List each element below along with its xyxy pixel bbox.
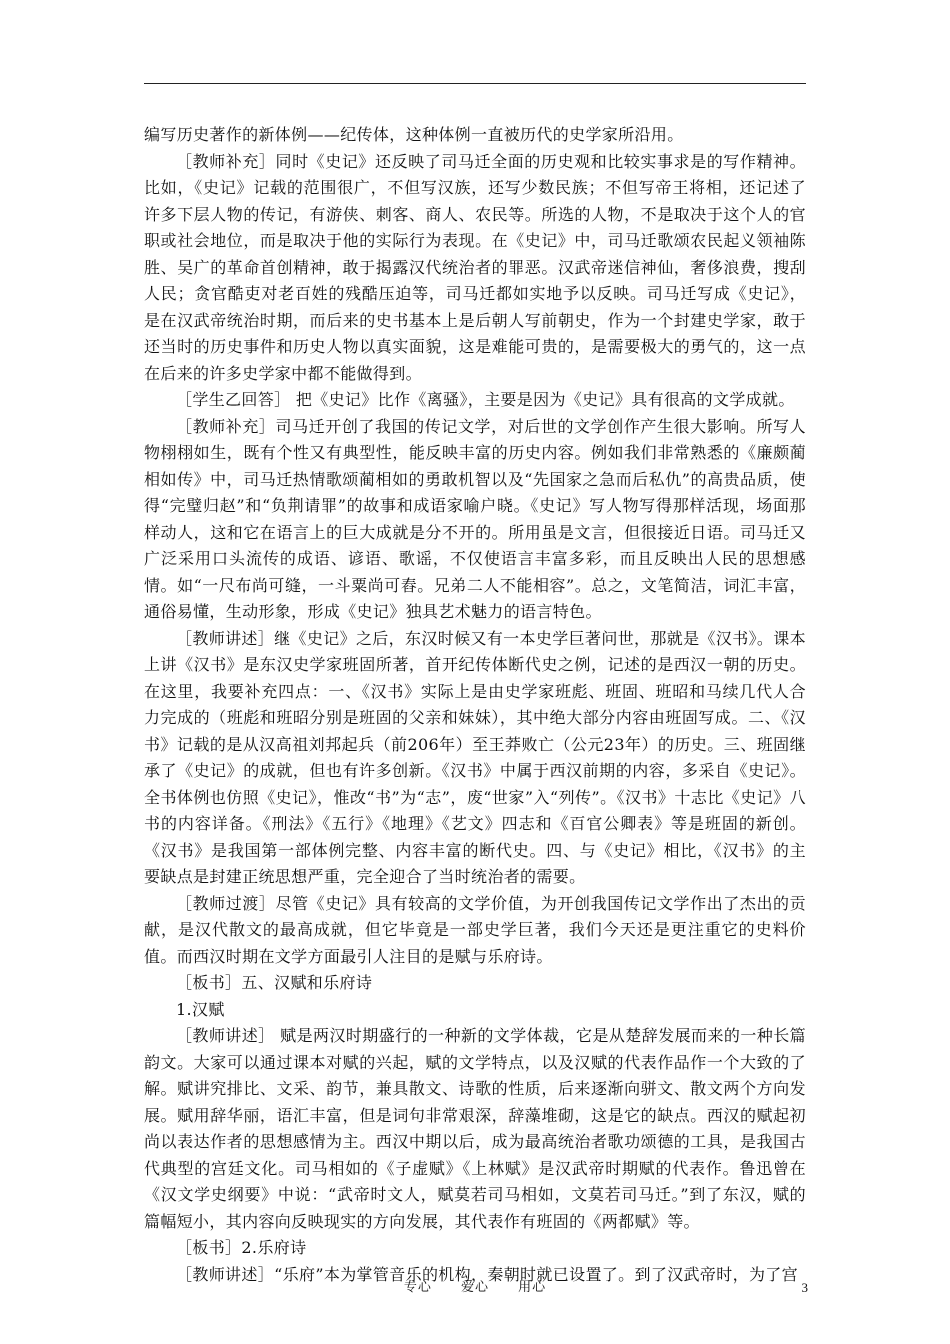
paragraph-teacher-narration-yuefu: ［教师讲述］“乐府”本为掌管音乐的机构，秦朝时就已设置了。到了汉武帝时，为了宫 xyxy=(176,1264,799,1284)
page-footer xyxy=(0,1277,950,1299)
paragraph-teacher-supplement-2: ［教师补充］司马迁开创了我国的传记文学，对后世的文学创作产生很大影响。所写人物栩栩如生，既有个性又有典型性，能反映丰富的历史内容。例如我们非常熟悉的《廉颇蔺相如传》中，司马迁热情歌颂蔺相如的勇敢机智以及“先国家之急而后私仇”的高贵品质，使得“完璧归赵”和“负荆请罪”的故事和成语家喻户晓。《史记》写人物写得那样活现，场面那样动人，这和它在语言上的巨大成就是分不开的。所用虽是文言，但很接近日语。司马迁又广泛采用口头流传的成语、谚语、歌谣，不仅使语言丰富多彩，而且反映出人民的思想感情。如“一尺布尚可缝，一斗粟尚可舂。兄弟二人不能相容”。总之，文笔简洁，词汇丰富，通俗易懂，生动形象，形成《史记》独具艺术魅力的语言特色。 xyxy=(144,416,806,621)
footer-motto-word: 专心 xyxy=(403,1280,432,1295)
page-number: 3 xyxy=(801,1280,808,1295)
paragraph-teacher-transition: ［教师过渡］尽管《史记》具有较高的文学价值，为开创我国传记文学作出了杰出的贡献，是汉代散文的最高成就，但它毕竟是一部史学巨著，我们今天还是更注重它的史料价值。而西汉时期在文学方面最引人注目的是赋与乐府诗。 xyxy=(144,893,806,966)
footer-motto-word: 用心 xyxy=(518,1280,547,1295)
body-text xyxy=(144,122,806,1288)
paragraph-blackboard-yuefu: ［板书］2.乐府诗 xyxy=(176,1238,307,1257)
paragraph-subheading-hanfu: 1.汉赋 xyxy=(176,999,225,1019)
paragraph-teacher-narration-fu: ［教师讲述］ 赋是两汉时期盛行的一种新的文学体裁，它是从楚辞发展而来的一种长篇韵文。大家可以通过课本对赋的兴起，赋的文学特点，以及汉赋的代表作品作一个大致的了解。赋讲究排比、文采、韵节，兼具散文、诗歌的性质，后来逐渐向骈文、散文两个方向发展。赋用辞华丽，语汇丰富，但是词句非常艰深，辞藻堆砌，这是它的缺点。西汉的赋起初尚以表达作者的思想感情为主。西汉中期以后，成为最高统治者歌功颂德的工具，是我国古代典型的宫廷文化。司马相如的《子虚赋》《上林赋》是汉武帝时期赋的代表作。鲁迅曾在《汉文学史纲要》中说：“武帝时文人，赋莫若司马相如，文莫若司马迁。”到了东汉，赋的篇幅短小，其内容向反映现实的方向发展，其代表作有班固的《两都赋》等。 xyxy=(144,1026,806,1231)
paragraph-student-answer: ［学生乙回答］ 把《史记》比作《离骚》，主要是因为《史记》具有很高的文学成就。 xyxy=(176,390,795,409)
header-rule xyxy=(144,83,806,84)
paragraph-teacher-supplement-1: ［教师补充］同时《史记》还反映了司马迁全面的历史观和比较实事求是的写作精神。比如，《史记》记载的范围很广，不但写汉族，还写少数民族；不但写帝王将相，还记述了许多下层人物的传记，有游侠、刺客、商人、农民等。所选的人物，不是取决于这个人的官职或社会地位，而是取决于他的实际行为表现。在《史记》中，司马迁歌颂农民起义领袖陈胜、吴广的革命首创精神，敢于揭露汉代统治者的罪恶。汉武帝迷信神仙，奢侈浪费，搜刮人民；贪官酷吏对老百姓的残酷压迫等，司马迁都如实地予以反映。司马迁写成《史记》，是在汉武帝统治时期，而后来的史书基本上是后朝人写前朝史，作为一个封建史学家，敢于还当时的历史事件和历史人物以真实面貌，这是难能可贵的，是需要极大的勇气的，这一点在后来的许多史学家中都不能做得到。 xyxy=(144,151,806,383)
paragraph-continuation: 编写历史著作的新体例——纪传体，这种体例一直被历代的史学家所沿用。 xyxy=(144,125,684,144)
paragraph-blackboard-heading: ［板书］五、汉赋和乐府诗 xyxy=(176,973,373,992)
paragraph-teacher-narration-hanshu: ［教师讲述］继《史记》之后，东汉时候又有一本史学巨著问世，那就是《汉书》。课本上讲《汉书》是东汉史学家班固所著，首开纪传体断代史之例，记述的是西汉一朝的历史。在这里，我要补充四点：一、《汉书》实际上是由史学家班彪、班固、班昭和马续几代人合力完成的（班彪和班昭分别是班固的父亲和妹妹），其中绝大部分内容由班固写成。二、《汉书》记载的是从汉高祖刘邦起兵（前206年）至王莽败亡（公元23年）的历史。三、班固继承了《史记》的成就，但也有许多创新。《汉书》中属于西汉前期的内容，多采自《史记》。全书体例也仿照《史记》，惟改“书”为“志”，废“世家”入“列传”。《汉书》十志比《史记》八书的内容详备。《刑法》《五行》《地理》《艺文》四志和《百官公卿表》等是班固的新创。《汉书》是我国第一部体例完整、内容丰富的断代史。四、与《史记》相比，《汉书》的主要缺点是封建正统思想严重，完全迎合了当时统治者的需要。 xyxy=(144,628,806,886)
footer-motto-word: 爱心 xyxy=(460,1280,489,1295)
